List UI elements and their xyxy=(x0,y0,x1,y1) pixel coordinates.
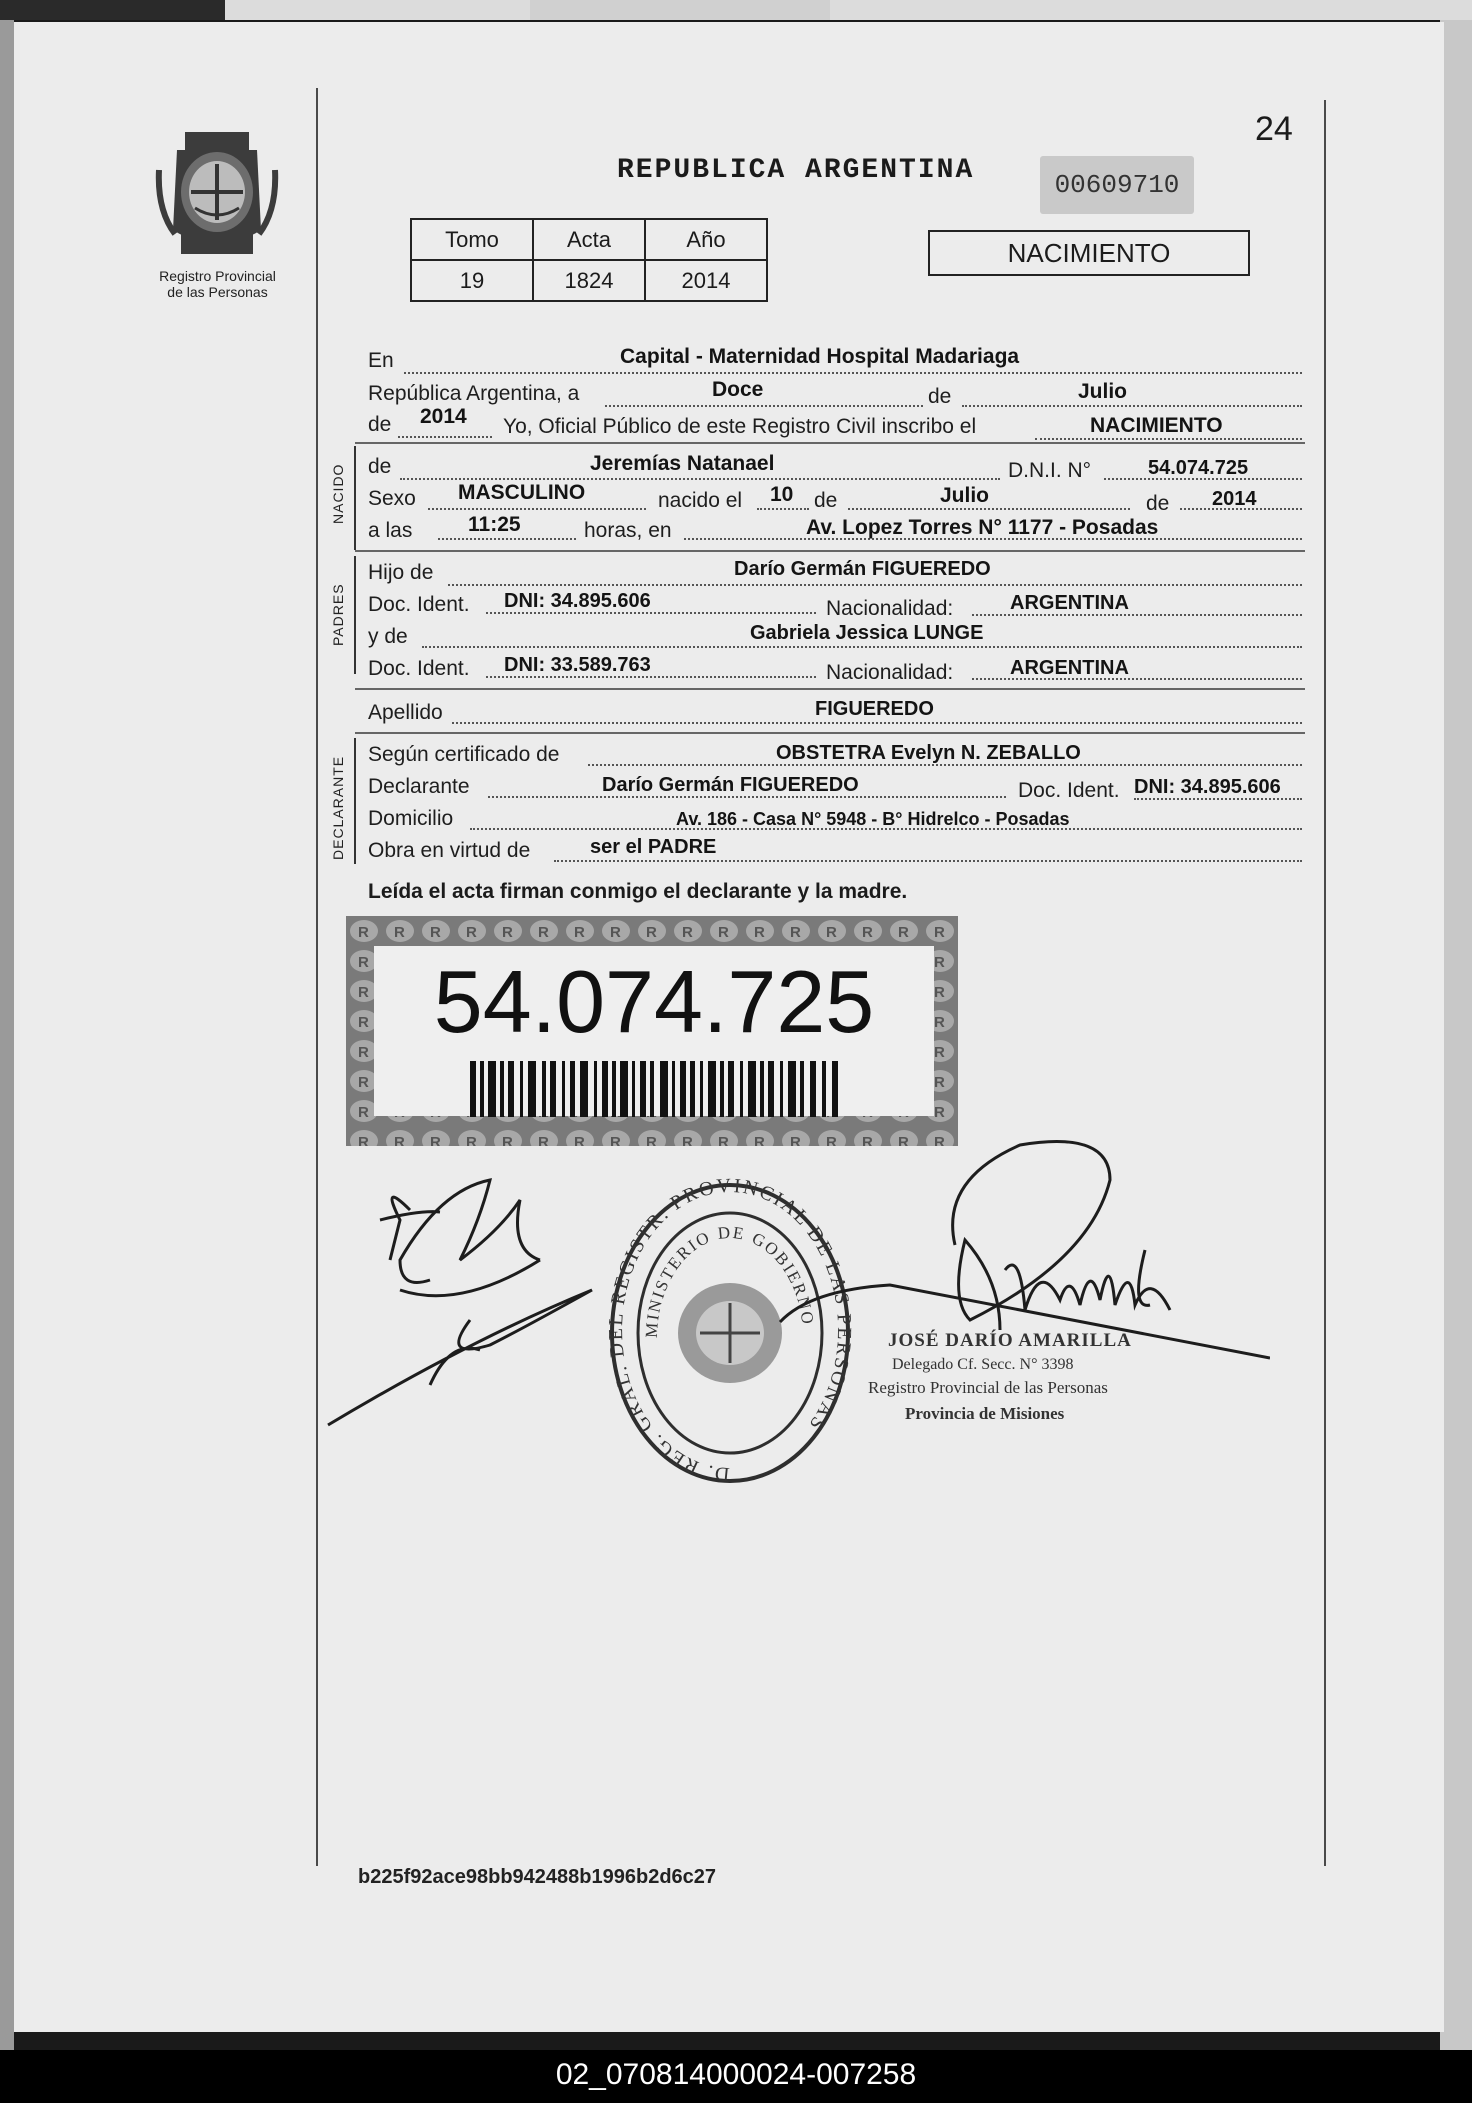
madre-doc: DNI: 33.589.763 xyxy=(504,654,651,676)
official-position: Delegado Cf. Secc. N° 3398 xyxy=(892,1356,1074,1373)
anio-inscripcion: 2014 xyxy=(420,405,467,428)
de-label: de xyxy=(928,385,952,408)
padre-doc-label: Doc. Ident. xyxy=(368,593,470,616)
footer-bar xyxy=(0,2050,1472,2103)
left-scan-edge xyxy=(0,20,14,2050)
record-type-box: NACIMIENTO xyxy=(928,230,1250,276)
footer-caption: 02_070814000024-007258 xyxy=(555,2058,917,2091)
serial-number: 00609710 xyxy=(1040,156,1194,214)
tomo-acta-anio-table xyxy=(410,218,768,302)
nombre-nacido: Jeremías Natanael xyxy=(590,452,775,475)
declarante-signature xyxy=(320,1140,620,1440)
sexo-value: MASCULINO xyxy=(458,481,586,504)
table-header-anio: Año xyxy=(645,219,767,260)
nacido-el-label: nacido el xyxy=(658,489,743,512)
declarante-section-label: DECLARANTE xyxy=(330,755,346,860)
republica-label: República Argentina, a xyxy=(368,382,580,405)
obra-value: ser el PADRE xyxy=(590,836,717,858)
de2-label: de xyxy=(368,413,392,436)
hora-nacimiento: 11:25 xyxy=(468,513,521,536)
sticker-dni-number: 54.074.725 xyxy=(433,952,875,1051)
lugar-nacimiento: Av. Lopez Torres N° 1177 - Posadas xyxy=(806,516,1159,539)
obra-label: Obra en virtud de xyxy=(368,839,531,862)
declarante-doc-label: Doc. Ident. xyxy=(1018,779,1120,802)
left-margin-line xyxy=(316,88,318,1866)
y-de-label: y de xyxy=(368,625,408,648)
table-header-tomo: Tomo xyxy=(411,219,533,260)
table-value-row xyxy=(411,260,767,301)
svg-text:D. REG. GRAL. DEL REGISTR. PRO: D. REG. GRAL. DEL REGISTR. PROVINCIAL DE LAS PERSONAS xyxy=(605,1178,855,1486)
dia-nacimiento: 10 xyxy=(770,483,794,506)
nacido-de-label: de xyxy=(368,455,392,478)
segun-label: Según certificado de xyxy=(368,743,560,766)
padres-section-label: PADRES xyxy=(330,583,346,646)
document-hash: b225f92ace98bb942488b1996b2d6c27 xyxy=(358,1866,717,1888)
nacido-section-label: NACIDO xyxy=(330,463,346,524)
oficial-text: Yo, Oficial Público de este Registro Civil inscribo el xyxy=(503,415,977,438)
madre-nac-label: Nacionalidad: xyxy=(826,661,954,684)
right-margin-line xyxy=(1324,100,1326,1866)
acta-value: 1824 xyxy=(533,260,645,301)
declarante-label: Declarante xyxy=(368,775,470,798)
certificado-value: OBSTETRA Evelyn N. ZEBALLO xyxy=(776,742,1081,764)
barcode xyxy=(470,1061,840,1117)
nacido-de2-label: de xyxy=(814,489,838,512)
madre-nacionalidad: ARGENTINA xyxy=(1010,657,1129,679)
table-header-acta: Acta xyxy=(533,219,645,260)
anio-nacimiento: 2014 xyxy=(1212,488,1257,510)
declarante-doc: DNI: 34.895.606 xyxy=(1134,776,1281,798)
table-header-row xyxy=(411,219,767,260)
official-name: JOSÉ DARÍO AMARILLA xyxy=(888,1330,1132,1351)
en-label: En xyxy=(368,349,394,372)
apellido-label: Apellido xyxy=(368,701,443,724)
padre-nac-label: Nacionalidad: xyxy=(826,597,954,620)
hijo-de-label: Hijo de xyxy=(368,561,434,584)
domicilio-label: Domicilio xyxy=(368,807,454,830)
dia-inscripcion: Doce xyxy=(712,378,764,401)
dni-barcode-sticker xyxy=(346,916,958,1146)
madre-doc-label: Doc. Ident. xyxy=(368,657,470,680)
padre-nacionalidad: ARGENTINA xyxy=(1010,592,1129,614)
horas-en-label: horas, en xyxy=(584,519,672,542)
svg-text:MINISTERIO DE GOBIERNO: MINISTERIO DE GOBIERNO xyxy=(641,1222,818,1339)
lugar-inscripcion: Capital - Maternidad Hospital Madariaga xyxy=(620,345,1020,368)
anio-value: 2014 xyxy=(645,260,767,301)
logo-caption: Registro Provincial de las Personas xyxy=(159,268,276,300)
sexo-label: Sexo xyxy=(368,487,416,510)
dni-label: D.N.I. N° xyxy=(1008,459,1092,482)
tomo-value: 19 xyxy=(411,260,533,301)
padre-doc: DNI: 34.895.606 xyxy=(504,590,651,612)
official-province: Provincia de Misiones xyxy=(905,1404,1065,1423)
a-las-label: a las xyxy=(368,519,413,542)
declarante-nombre: Darío Germán FIGUEREDO xyxy=(602,774,859,796)
nacido-de3-label: de xyxy=(1146,492,1170,515)
official-registry: Registro Provincial de las Personas xyxy=(868,1378,1108,1397)
closing-statement: Leída el acta firman conmigo el declarante y la madre. xyxy=(368,880,908,903)
document-title: REPUBLICA ARGENTINA xyxy=(617,155,975,186)
page-number: 24 xyxy=(1255,110,1293,148)
inscribo-value: NACIMIENTO xyxy=(1090,414,1223,437)
domicilio-value: Av. 186 - Casa N° 5948 - B° Hidrelco - Posadas xyxy=(676,809,1070,829)
padre-nombre: Darío Germán FIGUEREDO xyxy=(734,558,991,580)
mes-nacimiento: Julio xyxy=(940,484,990,507)
provincial-registry-logo xyxy=(155,130,280,260)
apellido-value: FIGUEREDO xyxy=(815,698,934,720)
right-scan-edge xyxy=(1440,20,1472,2050)
top-scan-edge xyxy=(0,0,1472,20)
madre-nombre: Gabriela Jessica LUNGE xyxy=(750,622,984,644)
mes-inscripcion: Julio xyxy=(1078,380,1128,403)
sticker-white-area xyxy=(374,946,934,1116)
dni-nacido: 54.074.725 xyxy=(1148,457,1249,479)
